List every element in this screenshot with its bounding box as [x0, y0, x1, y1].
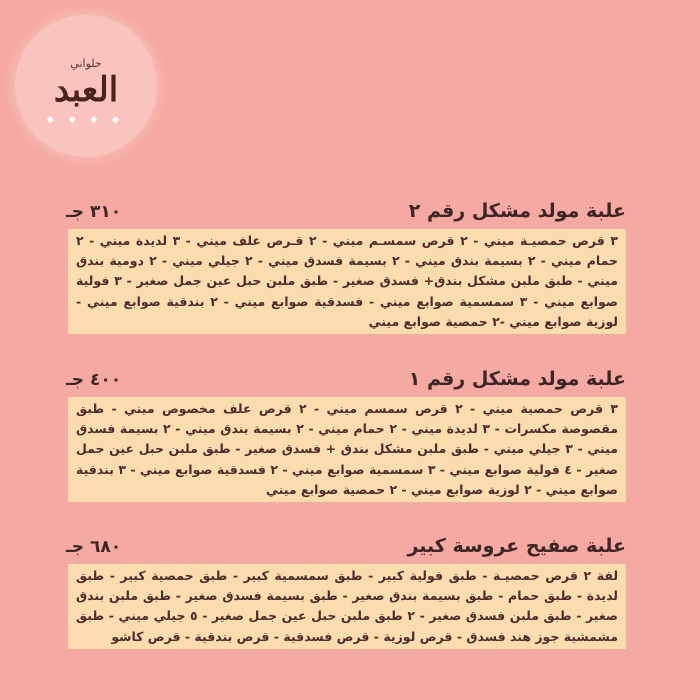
menu-section: [66, 368, 626, 502]
section-items: ٣ قرص حمصيـة ميني - ٢ قرص سمسـم ميني - ٢ قـرص علف ميني - ٣ لديدة ميني - ٢ حمام ميني - ٢ بسيمة بندق ميني - ٢ بسيمة فسدق ميني - ٢ جيلي ميني - ٢ دومية بندق ميني - طبق ملبن مشكل بندق+ فسدق صغير - طبق ملبن حبل عين جمل صغير - ٣ فولية صوابع ميني - ٣ سمسمية صوابع ميني - فسدقية صوابع ميني - ٢ بندقية صوابع ميني - لوزية صوابع ميني -٢ حمصية صوابع ميني: [68, 229, 626, 334]
section-title: علبة مولد مشكل رقم ٢: [408, 200, 626, 222]
section-items: ٣ قرص حمصية ميني - ٢ قرص سمسم ميني - ٢ قرص علف مخصوص ميني - طبق مقصوصة مكسرات - ٣ لديدة ميني - ٢ حمام ميني - ٢ بسيمة بندق ميني - ٢ بسيمة فسدق ميني - ٣ جيلي ميني - طبق ملبن مشكل بندق + فسدق صغير - طبق ملبن حبل عين جمل صغير - ٤ فولية صوابع ميني - ٣ سمسمية صوابع ميني - ٢ فسدقية صوابع ميني - ٣ بندقية صوابع ميني - ٢ لوزية صوابع ميني - ٢ حمصية صوابع ميني: [68, 397, 626, 502]
section-price: ٤٠٠ جـ: [66, 370, 122, 390]
section-price: ٣١٠ جـ: [66, 202, 122, 222]
logo-subtitle: حلواني: [70, 57, 102, 70]
section-price: ٦٨٠ جـ: [66, 537, 122, 557]
section-title: علبة مولد مشكل رقم ١: [408, 368, 626, 390]
logo-ornament: ◆ ◆ ◆ ◆: [46, 115, 126, 125]
menu-section: [66, 200, 626, 334]
brand-logo: [15, 15, 157, 157]
section-title: علبة صفيح عروسة كبير: [407, 535, 626, 557]
menu-section: [66, 535, 626, 649]
logo-name: العبد: [53, 70, 119, 110]
section-items: لفة ٢ قرص حمصيـة - طبق فولية كبير - طبق سمسمية كبير - طبق حمصية كبير - طبق لديدة - طبق حمام - طبق بسيمة بندق صغير - طبق بسيمة فسدق صغير - طبق ملبن بندق صغير - طبق ملبن فسدق صغير - ٢ طبق ملبن حبل عين جمل صغير - ٥ جيلي ميني - طبق مشمشية جوز هند فسدق - قرص لوزية - قرص فسدقية - قرص بندقية - قرص كاشو: [68, 564, 626, 649]
